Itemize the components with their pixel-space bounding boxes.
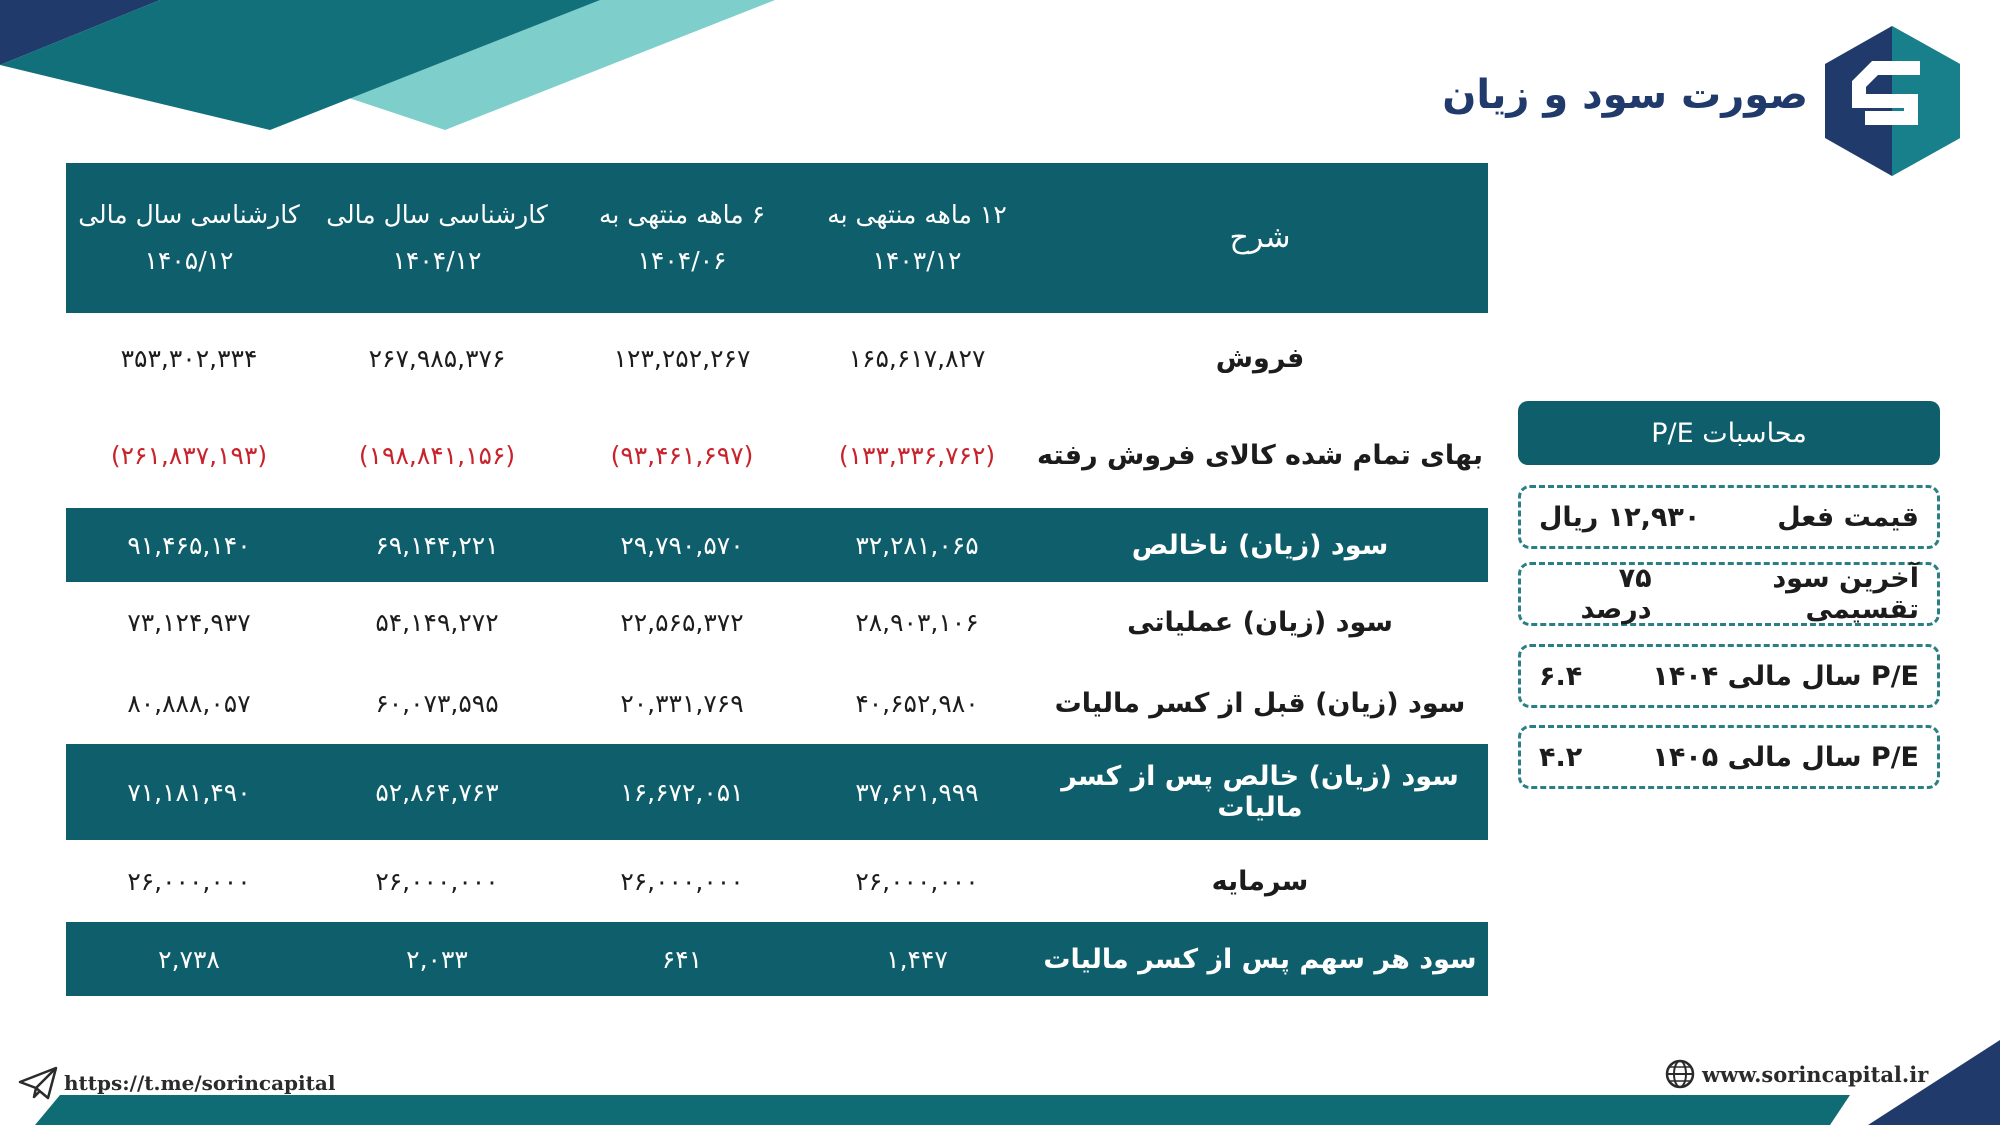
cell-value: ۷۱,۱۸۱,۴۹۰ xyxy=(127,777,251,807)
cell-value: ۶۰,۰۷۳,۵۹۵ xyxy=(375,688,499,718)
cell-value-negative: (۹۳,۴۶۱,۶۹۷) xyxy=(610,441,754,470)
website-link-text[interactable]: www.sorincapital.ir xyxy=(1702,1061,1929,1087)
pe-item-pe-1404 xyxy=(1518,644,1940,708)
cell-value: ۱۶۵,۶۱۷,۸۲۷ xyxy=(848,343,986,373)
cell-value: ۲,۷۳۸ xyxy=(158,944,220,974)
cell-value: ۳۲,۲۸۱,۰۶۵ xyxy=(855,530,979,560)
cell-value: ۲۰,۳۳۱,۷۶۹ xyxy=(620,688,744,718)
column-header-1403-12m: ۱۲ ماهه منتهی به ۱۴۰۳/۱۲ xyxy=(827,199,1007,275)
row-label: سرمایه xyxy=(1211,865,1309,897)
row-label: سود (زیان) قبل از کسر مالیات xyxy=(1054,687,1466,719)
pe-item-current-price xyxy=(1518,485,1940,549)
cell-value: ۳۷,۶۲۱,۹۹۹ xyxy=(855,777,979,807)
cell-value: ۲۶,۰۰۰,۰۰۰ xyxy=(855,866,979,896)
cell-value-negative: (۲۶۱,۸۳۷,۱۹۳) xyxy=(110,441,268,470)
pe-item-value: ۱۲,۹۳۰ ریال xyxy=(1539,501,1701,533)
cell-value: ۵۲,۸۶۴,۷۶۳ xyxy=(375,777,499,807)
table-row-cogs xyxy=(66,403,1488,508)
cell-value: ۲۹,۷۹۰,۵۷۰ xyxy=(620,530,744,560)
table-header-row xyxy=(66,163,1488,313)
row-label: سود هر سهم پس از کسر مالیات xyxy=(1043,943,1477,975)
pe-item-value: ۶.۴ xyxy=(1539,660,1583,692)
cell-value: ۴۰,۶۵۲,۹۸۰ xyxy=(855,688,979,718)
pe-item-label: P/E سال مالی ۱۴۰۵ xyxy=(1652,741,1919,773)
cell-value: ۱۲۳,۲۵۲,۲۶۷ xyxy=(613,343,751,373)
cell-value: ۲,۰۳۳ xyxy=(406,944,468,974)
pe-panel-title: محاسبات P/E xyxy=(1518,401,1940,465)
cell-value: ۱۶,۶۷۲,۰۵۱ xyxy=(620,777,744,807)
row-label: سود (زیان) خالص پس از کسر مالیات xyxy=(1061,761,1459,823)
cell-value: ۲۲,۵۶۵,۳۷۲ xyxy=(620,607,744,637)
pe-item-value: ۷۵ درصد xyxy=(1580,563,1652,625)
cell-value: ۶۴۱ xyxy=(661,944,703,974)
table-row-pretax-profit xyxy=(66,662,1488,744)
cell-value: ۵۴,۱۴۹,۲۷۲ xyxy=(375,607,499,637)
pe-item-label: قیمت فعل xyxy=(1777,501,1919,533)
cell-value-negative: (۱۳۳,۳۳۶,۷۶۲) xyxy=(838,441,996,470)
telegram-link-text[interactable]: https://t.me/sorincapital xyxy=(64,1071,336,1095)
table-row-sales xyxy=(66,313,1488,403)
table-row-operating-profit xyxy=(66,582,1488,662)
cell-value: ۳۵۳,۳۰۲,۳۳۴ xyxy=(120,343,258,373)
cell-value: ۸۰,۸۸۸,۰۵۷ xyxy=(127,688,251,718)
income-statement-table xyxy=(66,163,1488,996)
cell-value: ۹۱,۴۶۵,۱۴۰ xyxy=(127,530,251,560)
column-header-1404-6m: ۶ ماهه منتهی به ۱۴۰۴/۰۶ xyxy=(598,199,766,275)
cell-value: ۱,۴۴۷ xyxy=(886,944,948,974)
row-label: بهای تمام شده کالای فروش رفته xyxy=(1037,440,1483,471)
footer-decoration xyxy=(0,1095,2000,1125)
cell-value: ۲۶,۰۰۰,۰۰۰ xyxy=(127,866,251,896)
row-label: سود (زیان) عملیاتی xyxy=(1127,606,1393,638)
corner-decoration xyxy=(1868,1040,2000,1125)
cell-value: ۲۶۷,۹۸۵,۳۷۶ xyxy=(368,343,506,373)
pe-item-value: ۴.۲ xyxy=(1539,741,1583,773)
page-title: صورت سود و زیان xyxy=(1442,72,1808,118)
cell-value: ۲۶,۰۰۰,۰۰۰ xyxy=(620,866,744,896)
cell-value-negative: (۱۹۸,۸۴۱,۱۵۶) xyxy=(358,441,516,470)
cell-value: ۲۸,۹۰۳,۱۰۶ xyxy=(855,607,979,637)
column-header-1405-forecast: کارشناسی سال مالی ۱۴۰۵/۱۲ xyxy=(78,199,300,275)
cell-value: ۷۳,۱۲۴,۹۳۷ xyxy=(127,607,251,637)
table-row-capital xyxy=(66,840,1488,922)
pe-item-last-dividend xyxy=(1518,562,1940,626)
header-decoration xyxy=(0,0,800,140)
table-row-net-profit xyxy=(66,744,1488,840)
sorin-capital-logo xyxy=(1825,26,1960,176)
table-row-gross-profit xyxy=(66,508,1488,582)
pe-item-label: آخرین سود تقسیمی xyxy=(1772,563,1919,625)
pe-item-label: P/E سال مالی ۱۴۰۴ xyxy=(1652,660,1919,692)
cell-value: ۶۹,۱۴۴,۲۲۱ xyxy=(375,530,499,560)
row-label: سود (زیان) ناخالص xyxy=(1131,529,1389,561)
pe-item-pe-1405 xyxy=(1518,725,1940,789)
column-header-description: شرح xyxy=(1229,220,1291,256)
table-row-eps xyxy=(66,922,1488,996)
globe-icon xyxy=(1664,1058,1696,1090)
column-header-1404-forecast: کارشناسی سال مالی ۱۴۰۴/۱۲ xyxy=(326,199,548,275)
cell-value: ۲۶,۰۰۰,۰۰۰ xyxy=(375,866,499,896)
row-label: فروش xyxy=(1215,342,1305,374)
